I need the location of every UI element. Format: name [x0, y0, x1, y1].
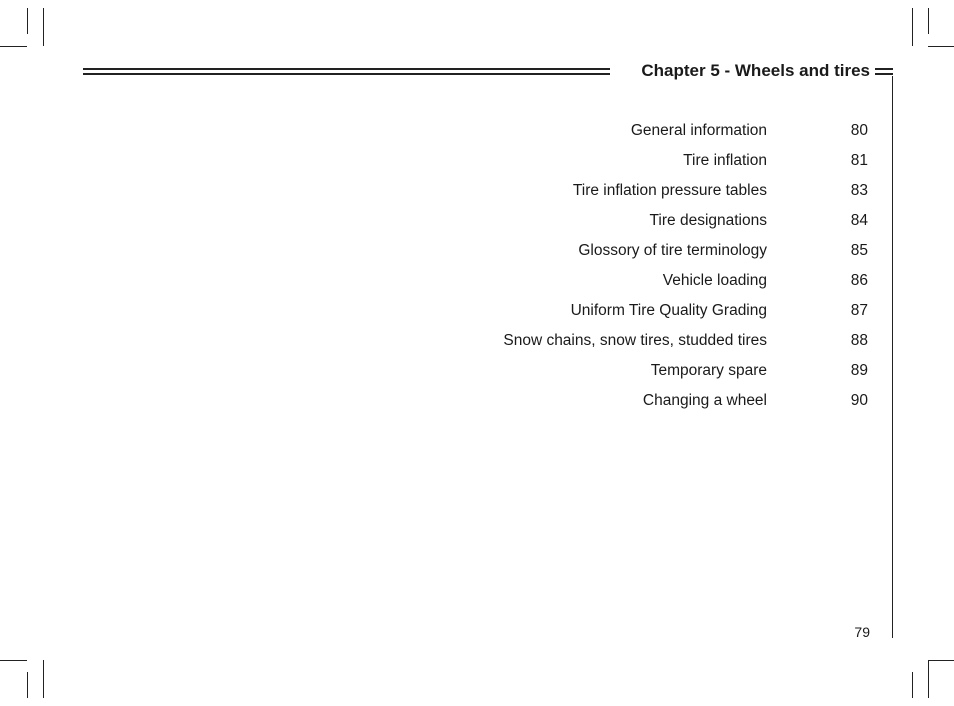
chapter-rule-upper: [83, 68, 610, 70]
crop-mark: [0, 660, 27, 661]
crop-mark: [43, 8, 44, 46]
toc-entry-page[interactable]: 90: [850, 392, 868, 409]
crop-mark: [27, 8, 28, 34]
chapter-rule-lower: [83, 73, 610, 75]
crop-mark: [928, 660, 954, 661]
crop-mark: [43, 660, 44, 698]
crop-mark: [928, 660, 929, 698]
toc-entry[interactable]: [0, 301, 954, 331]
toc-entry[interactable]: [0, 331, 954, 361]
crop-mark: [928, 46, 954, 47]
toc-entry[interactable]: [0, 181, 954, 211]
toc-entry-page[interactable]: 85: [850, 242, 868, 259]
toc-entry[interactable]: [0, 121, 954, 151]
toc-entry[interactable]: [0, 361, 954, 391]
toc-entry-title[interactable]: Tire designations: [649, 212, 767, 229]
crop-mark: [0, 46, 27, 47]
toc-entry-page[interactable]: 84: [850, 212, 868, 229]
toc-entry[interactable]: [0, 241, 954, 271]
crop-mark: [27, 672, 28, 698]
crop-mark: [912, 672, 913, 698]
toc-entry-page[interactable]: 89: [850, 362, 868, 379]
page-number: 79: [854, 624, 870, 640]
toc-entry-title[interactable]: Changing a wheel: [642, 392, 767, 409]
toc-entry-title[interactable]: Uniform Tire Quality Grading: [570, 302, 767, 319]
toc-entry-page[interactable]: 83: [850, 182, 868, 199]
chapter-rule-right-upper: [875, 68, 893, 70]
toc-entry[interactable]: [0, 271, 954, 301]
crop-mark: [912, 8, 913, 46]
toc-entry-page[interactable]: 88: [850, 332, 868, 349]
toc-entry-title[interactable]: General information: [630, 122, 767, 139]
crop-mark: [928, 8, 929, 34]
toc-entry[interactable]: [0, 151, 954, 181]
toc-entry-title[interactable]: Vehicle loading: [662, 272, 767, 289]
toc-entry-page[interactable]: 80: [850, 122, 868, 139]
chapter-rule-right-lower: [875, 73, 893, 75]
toc-entry-title[interactable]: Tire inflation pressure tables: [572, 182, 767, 199]
toc-entry-page[interactable]: 86: [850, 272, 868, 289]
toc-entry[interactable]: [0, 211, 954, 241]
toc-entry-title[interactable]: Glossory of tire terminology: [578, 242, 767, 259]
chapter-title: Chapter 5 - Wheels and tires: [641, 61, 870, 80]
toc-entry[interactable]: [0, 391, 954, 421]
toc-entry-title[interactable]: Temporary spare: [650, 362, 767, 379]
toc-entry-page[interactable]: 81: [850, 152, 868, 169]
table-of-contents: [0, 121, 954, 421]
toc-entry-title[interactable]: Snow chains, snow tires, studded tires: [503, 332, 767, 349]
toc-entry-page[interactable]: 87: [850, 302, 868, 319]
toc-entry-title[interactable]: Tire inflation: [683, 152, 767, 169]
